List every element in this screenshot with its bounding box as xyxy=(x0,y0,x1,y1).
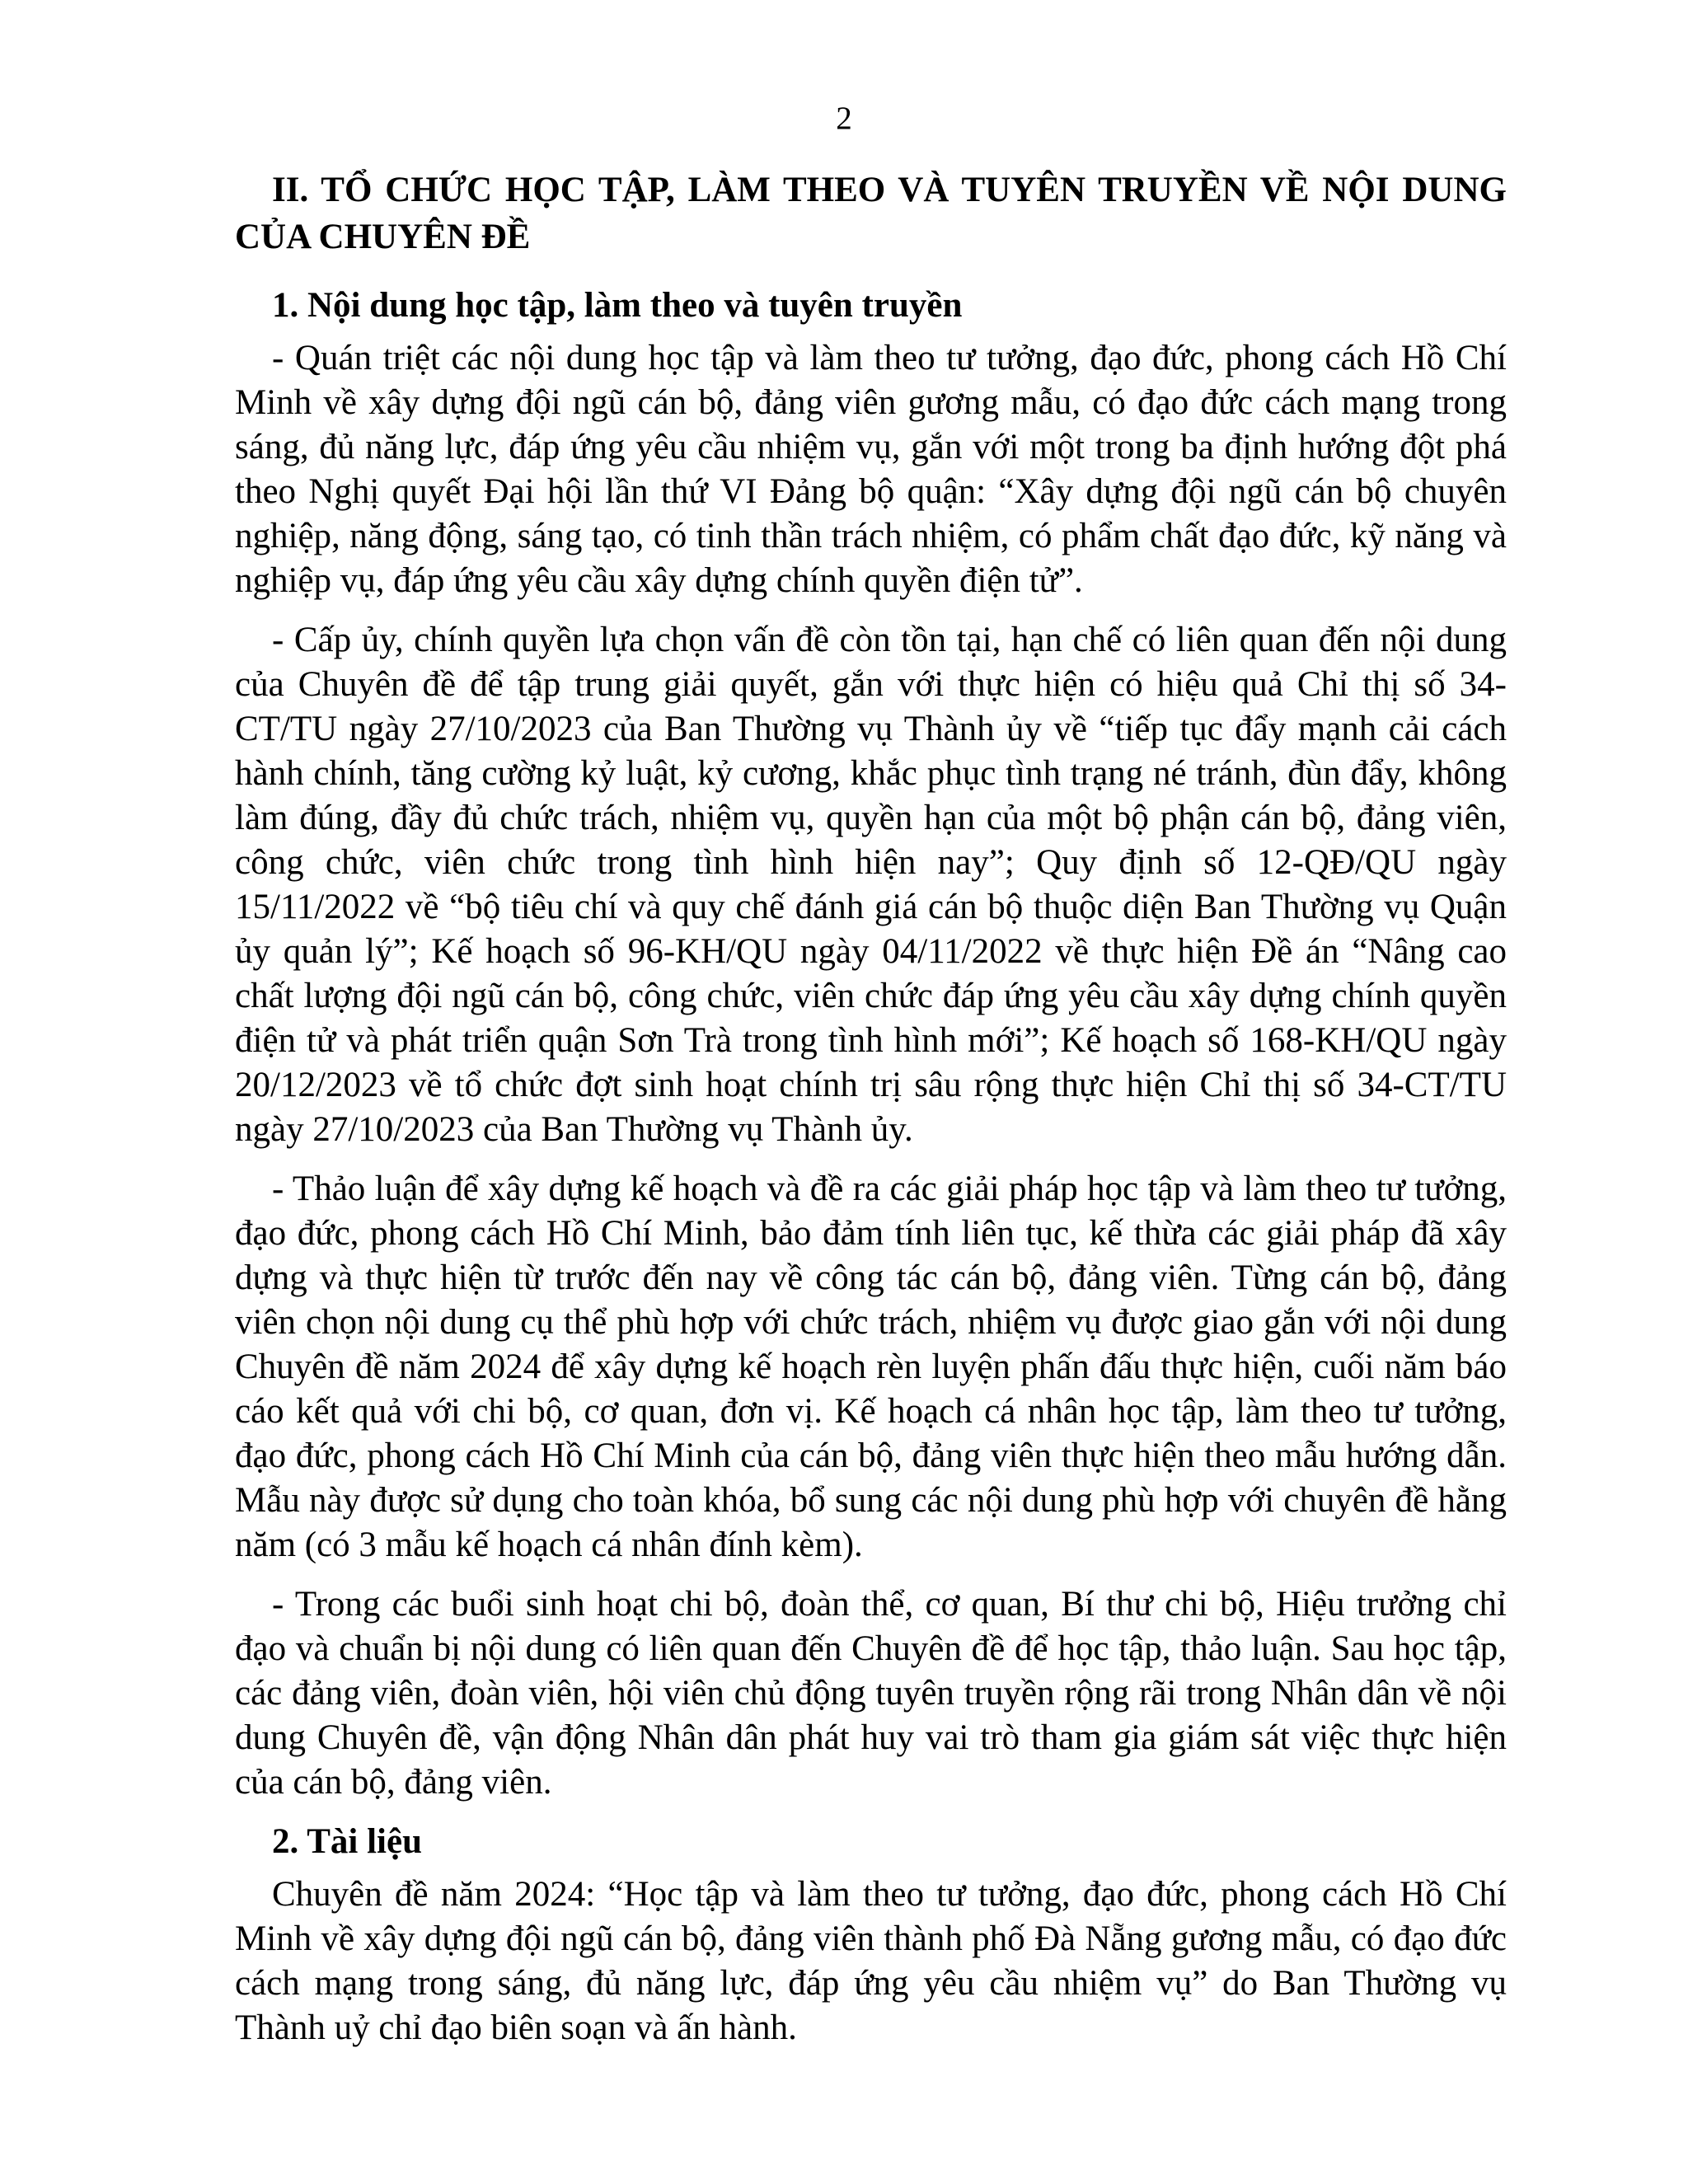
section-heading: II. TỔ CHỨC HỌC TẬP, LÀM THEO VÀ TUYÊN TRUYỀN VỀ NỘI DUNG CỦA CHUYÊN ĐỀ xyxy=(235,171,1507,256)
paragraph-dissemination: - Quán triệt các nội dung học tập và làm theo tư tưởng, đạo đức, phong cách Hồ Chí Minh về xây dựng đội ngũ cán bộ, đảng viên gương mẫu, có đạo đức cách mạng trong sáng, đủ năng lực, đáp ứng yêu cầu nhiệm vụ, gắn với một trong ba định hướng đột phá theo Nghị quyết Đại hội lần thứ VI Đảng bộ quận: “Xây dựng đội ngũ cán bộ chuyên nghiệp, năng động, sáng tạo, có tinh thần trách nhiệm, có phẩm chất đạo đức, kỹ năng và nghiệp vụ, đáp ứng yêu cầu xây dựng chính quyền điện tử”. xyxy=(235,339,1507,600)
paragraph-materials: Chuyên đề năm 2024: “Học tập và làm theo tư tưởng, đạo đức, phong cách Hồ Chí Minh về xây dựng đội ngũ cán bộ, đảng viên thành phố Đà Nẵng gương mẫu, có đạo đức cách mạng trong sáng, đủ năng lực, đáp ứng yêu cầu nhiệm vụ” do Ban Thường vụ Thành uỷ chỉ đạo biên soạn và ấn hành. xyxy=(235,1875,1507,2047)
subsection-title-content: 1. Nội dung học tập, làm theo và tuyên truyền xyxy=(272,286,963,325)
document-body xyxy=(235,166,1507,2065)
page-number: 2 xyxy=(836,101,852,136)
paragraph-party-committee: - Cấp ủy, chính quyền lựa chọn vấn đề còn tồn tại, hạn chế có liên quan đến nội dung của Chuyên đề để tập trung giải quyết, gắn với thực hiện có hiệu quả Chỉ thị số 34-CT/TU ngày 27/10/2023 của Ban Thường vụ Thành ủy về “tiếp tục đẩy mạnh cải cách hành chính, tăng cường kỷ luật, kỷ cương, khắc phục tình trạng né tránh, đùn đẩy, không làm đúng, đầy đủ chức trách, nhiệm vụ, quyền hạn của một bộ phận cán bộ, đảng viên, công chức, viên chức trong tình hình hiện nay”; Quy định số 12-QĐ/QU ngày 15/11/2022 về “bộ tiêu chí và quy chế đánh giá cán bộ thuộc diện Ban Thường vụ Quận ủy quản lý”; Kế hoạch số 96-KH/QU ngày 04/11/2022 về thực hiện Đề án “Nâng cao chất lượng đội ngũ cán bộ, công chức, viên chức đáp ứng yêu cầu xây dựng chính quyền điện tử và phát triển quận Sơn Trà trong tình hình mới”; Kế hoạch số 168-KH/QU ngày 20/12/2023 về tổ chức đợt sinh hoạt chính trị sâu rộng thực hiện Chỉ thị số 34-CT/TU ngày 27/10/2023 của Ban Thường vụ Thành ủy. xyxy=(235,621,1507,1149)
subsection-title-materials: 2. Tài liệu xyxy=(272,1822,422,1861)
paragraph-meetings: - Trong các buổi sinh hoạt chi bộ, đoàn thể, cơ quan, Bí thư chi bộ, Hiệu trưởng chỉ đạo và chuẩn bị nội dung có liên quan đến Chuyên đề để học tập, thảo luận. Sau học tập, các đảng viên, đoàn viên, hội viên chủ động tuyên truyền rộng rãi trong Nhân dân về nội dung Chuyên đề, vận động Nhân dân phát huy vai trò tham gia giám sát việc thực hiện của cán bộ, đảng viên. xyxy=(235,1585,1507,1802)
paragraph-discussion-plan: - Thảo luận để xây dựng kế hoạch và đề ra các giải pháp học tập và làm theo tư tưởng, đạo đức, phong cách Hồ Chí Minh, bảo đảm tính liên tục, kế thừa các giải pháp đã xây dựng và thực hiện từ trước đến nay về công tác cán bộ, đảng viên. Từng cán bộ, đảng viên chọn nội dung cụ thể phù hợp với chức trách, nhiệm vụ được giao gắn với nội dung Chuyên đề năm 2024 để xây dựng kế hoạch rèn luyện phấn đấu thực hiện, cuối năm báo cáo kết quả với chi bộ, cơ quan, đơn vị. Kế hoạch cá nhân học tập, làm theo tư tưởng, đạo đức, phong cách Hồ Chí Minh của cán bộ, đảng viên thực hiện theo mẫu hướng dẫn. Mẫu này được sử dụng cho toàn khóa, bổ sung các nội dung phù hợp với chuyên đề hằng năm (có 3 mẫu kế hoạch cá nhân đính kèm). xyxy=(235,1169,1507,1564)
